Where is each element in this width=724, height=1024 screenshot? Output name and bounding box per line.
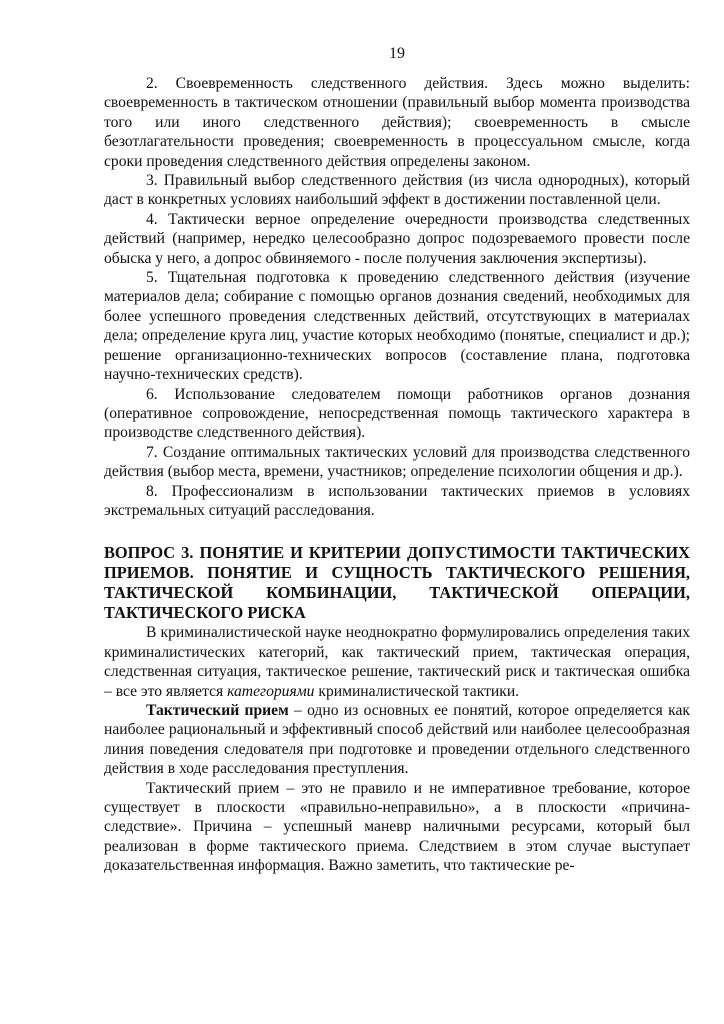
list-item-7: 7. Создание оптимальных тактических условий для производства следственного действия (выбор места, времени, участников; определение психологии общения и др.). [104,443,690,481]
closing-paragraph: Тактический прием – это не правило и не императивное требование, которое существует в плоскости «правильно-неправильно», а в плоскости «причина-следствие». Причина – успешный маневр наличными ресурсами, который был реализован в форме тактического приема. Следствием в этом случае выступает доказательственная информация. Важно заметить, что тактические ре- [104,779,690,875]
list-item-6: 6. Использование следователем помощи работников органов дознания (оперативное сопровождение, непосредственная помощь тактического характера в производстве следственного действия). [104,385,690,442]
document-page [104,44,690,876]
list-item-2: 2. Своевременность следственного действия. Здесь можно выделить: своевременность в тактическом отношении (правильный выбор момента производства того или иного следственного действия); своевременность в смысле безотлагательности проведения; своевременность в процессуальном смысле, когда сроки проведения следственного действия определены законом. [104,75,690,170]
list-item-4: 4. Тактически верное определение очередности производства следственных действий (например, нередко целесообразно допрос подозреваемого провести после обыска у него, а допрос обвиняемого - после получения заключения экспертизы). [104,210,690,267]
list-item-3: 3. Правильный выбор следственного действия (из числа однородных), который даст в конкретных условиях наибольший эффект в достижении поставленной цели. [104,172,690,209]
page-number: 19 [389,45,405,62]
list-item-8: 8. Профессионализм в использовании тактических приемов в условиях экстремальных ситуаций расследования. [104,482,690,519]
section-heading: ВОПРОС 3. ПОНЯТИЕ И КРИТЕРИИ ДОПУСТИМОСТИ ТАКТИЧЕСКИХ ПРИЕМОВ. ПОНЯТИЕ И СУЩНОСТЬ ТАКТИЧЕСКОГО РЕШЕНИЯ, ТАКТИЧЕСКОЙ КОМБИНАЦИИ, ТАКТИЧЕСКОЙ ОПЕРАЦИИ, ТАКТИЧЕСКОГО РИСКА [104,543,690,623]
definition-paragraph [104,701,690,779]
intro-text-after: криминалистической тактики. [314,682,520,700]
list-item-5: 5. Тщательная подготовка к проведению следственного действия (изучение материалов дела; собирание с помощью органов дознания сведений, необходимых для более успешного проведения следственных действий, отсутствующих в материалах дела; определение круга лиц, участие которых необходимо (понятые, специалист и др.); решение организационно-технических вопросов (составление плана, подготовка научно-технических средств). [104,269,690,384]
definition-term: Тактический прием [146,701,289,719]
intro-paragraph [104,623,690,701]
intro-emphasis: категориями [227,682,315,700]
intro-text-before: В криминалистической науке неоднократно формулировались определения таких криминалистических категорий, как тактический прием, тактическая операция, следственная ситуация, тактическое решение, тактический риск и тактическая ошибка – все это является [104,624,690,700]
definition-text: – одно из основных ее понятий, которое определяется как наиболее рациональный и эффективный способ действий или наиболее целесообразная линия поведения следователя при подготовке и проведении отдельного следственного действия в ходе расследования преступления. [104,701,690,778]
